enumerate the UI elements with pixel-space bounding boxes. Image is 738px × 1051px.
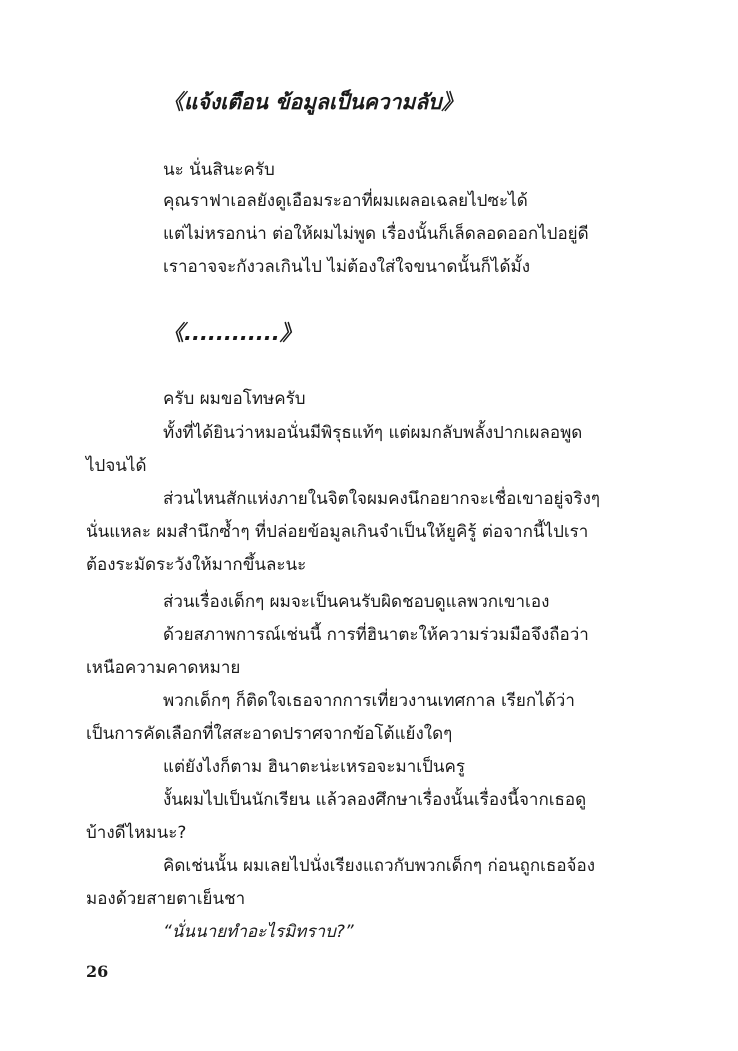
text-line: ต้องระมัดระวังให้มากขึ้นละนะ <box>86 555 307 575</box>
text-line: คิดเช่นนั้น ผมเลยไปนั่งเรียงแถวกับพวกเด็กๆ ก่อนถูกเธอจ้อง <box>163 856 596 876</box>
dialogue-line: “นั่นนายทำอะไรมิทราบ?” <box>163 922 354 942</box>
text-line: มองด้วยสายตาเย็นชา <box>86 889 246 909</box>
text-line: นะ นั่นสินะครับ <box>163 160 275 180</box>
text-line: แต่ไม่หรอกน่า ต่อให้ผมไม่พูด เรื่องนั้นก็เล็ดลอดออกไปอยู่ดี <box>163 224 589 244</box>
text-line: ด้วยสภาพการณ์เช่นนี้ การที่ฮินาตะให้ความร่วมมือจึงถือว่า <box>163 625 589 645</box>
text-line: บ้างดีไหมนะ? <box>86 823 187 843</box>
text-line: พวกเด็กๆ ก็ติดใจเธอจากการเที่ยวงานเทศกาล เรียกได้ว่า <box>163 691 575 711</box>
text-line: ส่วนไหนสักแห่งภายในจิตใจผมคงนึกอยากจะเชื่อเขาอยู่จริงๆ <box>163 489 601 509</box>
text-line: ไปจนได้ <box>86 456 147 476</box>
section-heading-dots: 《............》 <box>163 321 301 345</box>
text-line: คุณราฟาเอลยังดูเอือมระอาที่ผมเผลอเฉลยไปซะได้ <box>163 191 528 211</box>
section-heading-warning: 《แจ้งเตือน ข้อมูลเป็นความลับ》 <box>163 90 463 114</box>
text-line: เป็นการคัดเลือกที่ใสสะอาดปราศจากข้อโต้แย้งใดๆ <box>86 724 453 744</box>
text-line: ทั้งที่ได้ยินว่าหมอนั่นมีพิรุธแท้ๆ แต่ผมกลับพลั้งปากเผลอพูด <box>163 423 583 443</box>
text-line: งั้นผมไปเป็นนักเรียน แล้วลองศึกษาเรื่องนั้นเรื่องนี้จากเธอดู <box>163 790 587 810</box>
text-line: ครับ ผมขอโทษครับ <box>163 389 306 409</box>
text-line: เราอาจจะกังวลเกินไป ไม่ต้องใส่ใจขนาดนั้นก็ได้มั้ง <box>163 257 531 277</box>
text-line: นั่นแหละ ผมสำนึกซ้ำๆ ที่ปล่อยข้อมูลเกินจำเป็นให้ยูคิรู้ ต่อจากนี้ไปเรา <box>86 522 589 542</box>
text-line: แต่ยังไงก็ตาม ฮินาตะน่ะเหรอจะมาเป็นครู <box>163 757 465 777</box>
text-line: ส่วนเรื่องเด็กๆ ผมจะเป็นคนรับผิดชอบดูแลพวกเขาเอง <box>163 592 550 612</box>
text-line: เหนือความคาดหมาย <box>86 658 241 678</box>
page-number: 26 <box>86 962 109 981</box>
